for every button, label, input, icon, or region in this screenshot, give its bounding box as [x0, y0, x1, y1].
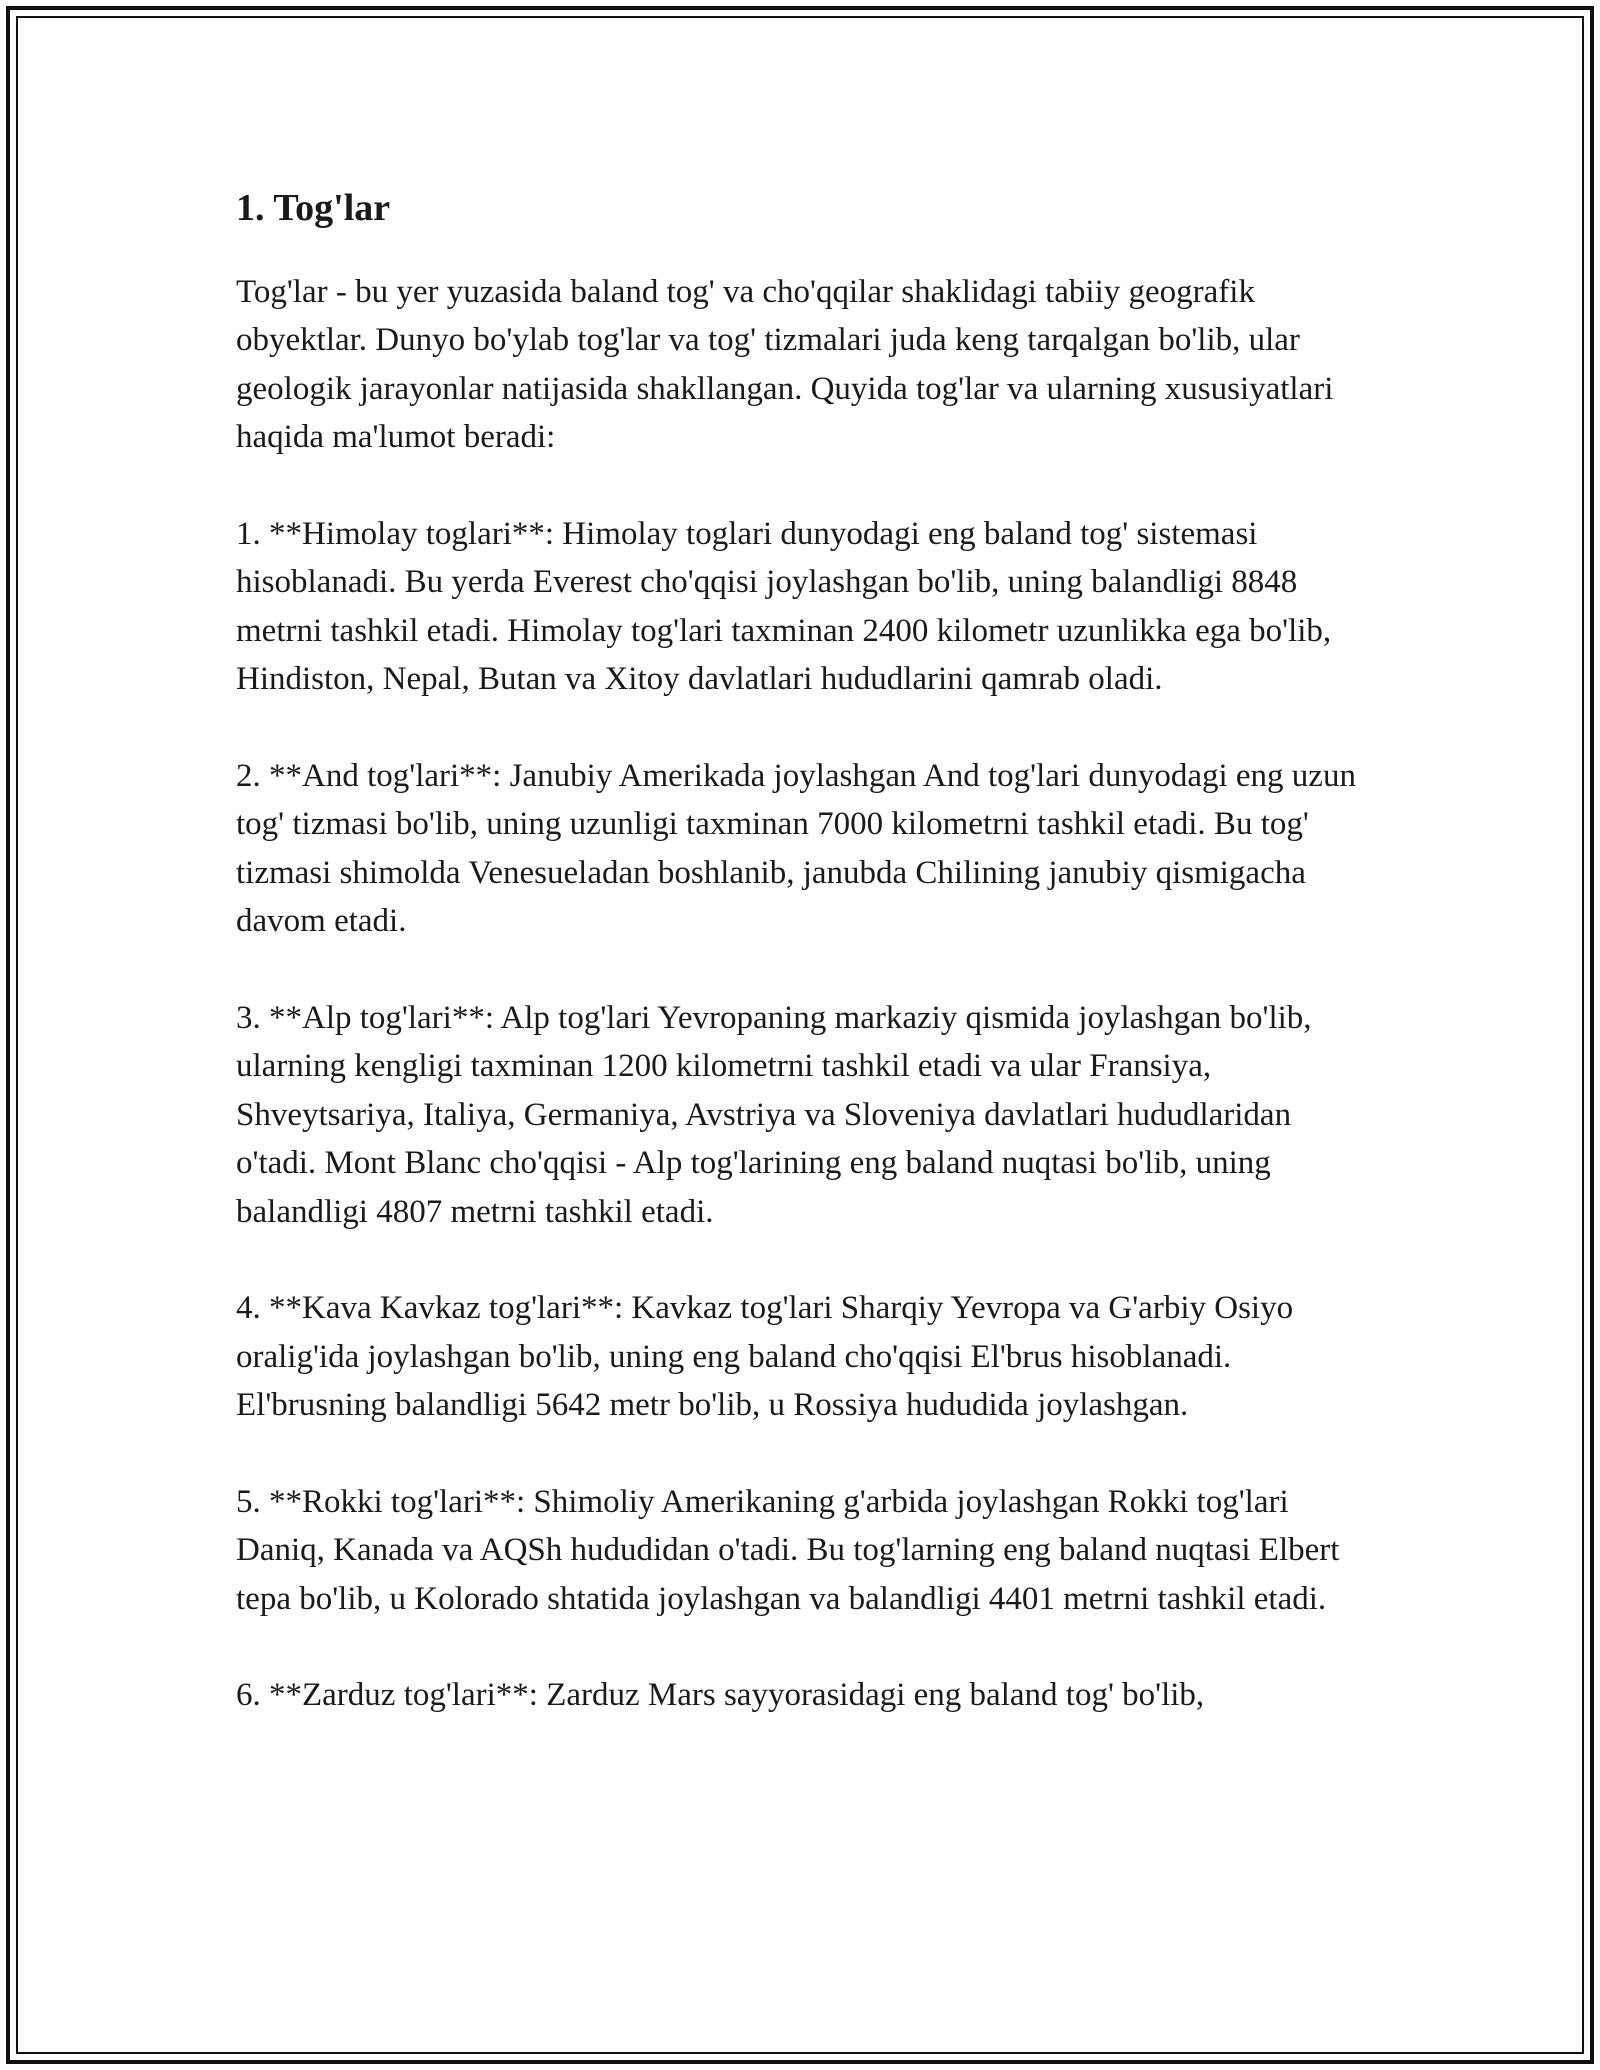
document-body	[236, 186, 1376, 1768]
list-item-himalaya: 1. **Himolay toglari**: Himolay toglari dunyodagi eng baland tog' sistemasi hisoblanadi. Bu yerda Everest cho'qqisi joylashgan bo'lib, uning balandligi 8848 metrni tashkil etadi. Himolay tog'lari taxminan 2400 kilometr uzunlikka ega bo'lib, Hindiston, Nepal, Butan va Xitoy davlatlari hududlarini qamrab oladi.	[236, 515, 1332, 698]
list-item-caucasus: 4. **Kava Kavkaz tog'lari**: Kavkaz tog'lari Sharqiy Yevropa va G'arbiy Osiyo oralig'ida joylashgan bo'lib, uning eng baland cho'qqisi El'brus hisoblanadi. El'brusning balandligi 5642 metr bo'lib, u Rossiya hududida joylashgan.	[236, 1290, 1294, 1424]
section-heading: 1. Tog'lar	[236, 187, 391, 229]
list-item-andes: 2. **And tog'lari**: Janubiy Amerikada joylashgan And tog'lari dunyodagi eng uzun tog' tizmasi bo'lib, uning uzunligi taxminan 7000 kilometrni tashkil etadi. Bu tog' tizmasi shimolda Venesueladan boshlanib, janubda Chilining janubiy qismigacha davom etadi.	[236, 757, 1356, 940]
list-item-zarduz: 6. **Zarduz tog'lari**: Zarduz Mars sayyorasidagi eng baland tog' bo'lib,	[236, 1677, 1205, 1714]
list-item-alps: 3. **Alp tog'lari**: Alp tog'lari Yevropaning markaziy qismida joylashgan bo'lib, ularning kengligi taxminan 1200 kilometrni tashkil etadi va ular Fransiya, Shveytsariya, Italiya, Germaniya, Avstriya va Sloveniya davlatlari hududlaridan o'tadi. Mont Blanc cho'qqisi - Alp tog'larining eng baland nuqtasi bo'lib, uning balandligi 4807 metrni tashkil etadi.	[236, 999, 1312, 1230]
intro-paragraph: Tog'lar - bu yer yuzasida baland tog' va cho'qqilar shaklidagi tabiiy geografik obyektlar. Dunyo bo'ylab tog'lar va tog' tizmalari juda keng tarqalgan bo'lib, ular geologik jarayonlar natijasida shakllangan. Quyida tog'lar va ularning xususiyatlari haqida ma'lumot beradi:	[236, 273, 1334, 456]
list-item-rocky: 5. **Rokki tog'lari**: Shimoliy Amerikaning g'arbida joylashgan Rokki tog'lari Daniq, Kanada va AQSh hududidan o'tadi. Bu tog'larning eng baland nuqtasi Elbert tepa bo'lib, u Kolorado shtatida joylashgan va balandligi 4401 metrni tashkil etadi.	[236, 1483, 1340, 1617]
